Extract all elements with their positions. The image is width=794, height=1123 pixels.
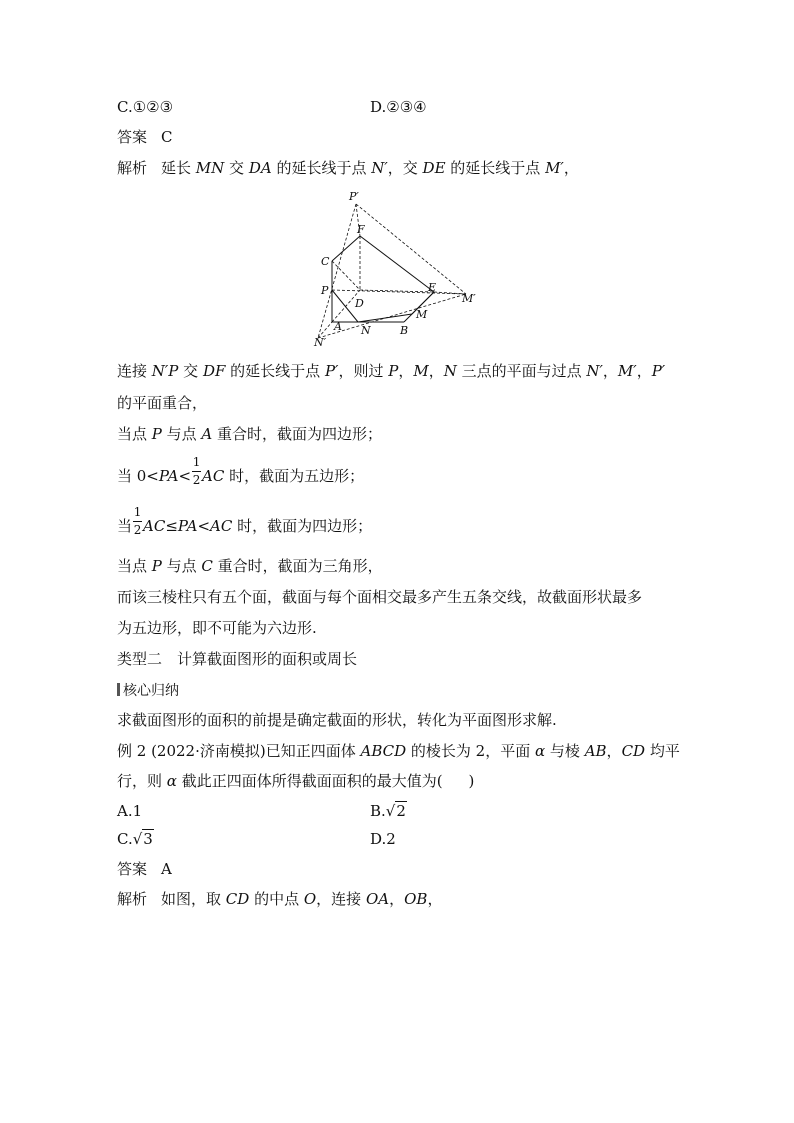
conclusion-line-1: 而该三棱柱只有五个面，截面与每个面相交最多产生五条交线，故截面形状最多 (117, 588, 643, 606)
analysis-line-1: 解析 延长 MN 交 DA 的延长线于点 N′，交 DE 的延长线于点 M′， (117, 159, 579, 177)
option-d: D.②③④ (370, 98, 427, 116)
para-connect-line-2: 的平面重合， (117, 394, 208, 412)
option-b: B.√2 (370, 802, 406, 820)
line-p-prime-n-prime (318, 204, 356, 338)
section-marker-icon (117, 683, 120, 696)
answer-label: 答案 (117, 128, 148, 146)
case-coincide-c: 当点 P 与点 C 重合时，截面为三角形， (117, 557, 383, 575)
option-a: A.1 (117, 802, 143, 820)
example-2-line-2: 行，则 α 截此正四面体所得截面面积的最大值为( ) (117, 772, 475, 790)
case-upper-half: 当 $\frac{1}{2}$ AC≤PA<AC 时，截面为四边形； (117, 505, 373, 537)
option-d: D.2 (370, 830, 396, 848)
label-p-prime: P′ (349, 190, 359, 203)
option-c: C.①②③ (117, 98, 174, 116)
option-c: C.√3 (117, 830, 153, 848)
options-row-cd (117, 829, 396, 849)
fraction-half: $\frac{1}{2}$ (133, 505, 142, 537)
answer-value: A (161, 860, 172, 878)
label-b: B (400, 324, 409, 337)
label-m: M (416, 308, 428, 321)
label-d: D (355, 297, 364, 310)
sqrt-3: √3 (132, 830, 153, 848)
label-e: E (428, 281, 437, 294)
label-m-prime: M′ (462, 292, 476, 305)
core-summary-text: 求截面图形的面积的前提是确定截面的形状，转化为平面图形求解. (117, 711, 557, 729)
para-connect-line: 连接 N′P 交 DF 的延长线于点 P′，则过 P，M，N 三点的平面与过点 N′，M′，P′ (117, 362, 666, 380)
core-summary-heading: 核心归纳 (117, 681, 179, 701)
fraction-half: $\frac{1}{2}$ (192, 455, 201, 487)
options-row-ab (117, 801, 406, 821)
label-n: N (361, 324, 371, 337)
case-lower-half: 当 0<PA< $\frac{1}{2}$ AC 时，截面为五边形； (117, 455, 365, 487)
edge-fe (360, 236, 437, 294)
example-2-line-1: 例 2 (2022·济南模拟)已知正四面体 ABCD 的棱长为 2，平面 α 与棱 AB，CD 均平 (117, 742, 680, 760)
conclusion-line-2: 为五边形，即不可能为六边形. (117, 619, 317, 637)
label-c: C (321, 255, 330, 268)
analysis-label: 解析 (117, 159, 148, 177)
analysis-line-2: 解析 如图，取 CD 的中点 O，连接 OA，OB， (117, 890, 443, 908)
line-p-m-prime (332, 290, 466, 294)
section-nm (358, 314, 412, 322)
analysis-label: 解析 (117, 890, 148, 908)
label-a: A (334, 320, 342, 333)
answer-line-2 (117, 859, 172, 879)
answer-label: 答案 (117, 860, 148, 878)
label-n-prime: N′ (314, 336, 327, 349)
label-p: P (321, 284, 329, 297)
case-coincide-a: 当点 P 与点 A 重合时，截面为四边形； (117, 425, 383, 443)
line-p-prime-m-prime (356, 204, 466, 294)
section-title: 类型二 计算截面图形的面积或周长 (117, 650, 358, 668)
prism-section-figure (300, 186, 500, 350)
answer-value: C (161, 128, 173, 146)
label-f: F (357, 223, 365, 236)
edge-cd (332, 261, 360, 290)
answer-line-1 (117, 127, 173, 147)
options-row-top (117, 97, 427, 117)
sqrt-2: √2 (385, 802, 406, 820)
